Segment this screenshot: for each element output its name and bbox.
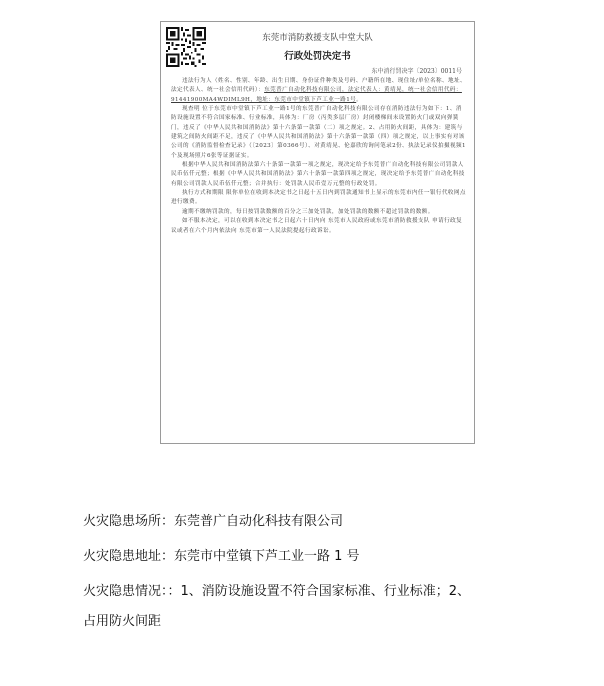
hazard-place-row [83, 514, 563, 530]
hazard-situation-value: ：1、消防设施设置不符合国家标准、行业标准；2、 [167, 584, 471, 599]
offender-details: 东莞普广自动化科技有限公司，法定代表人：黄靖晃，统一社会信用代码：91441900MA4WDIML9H，地址：东莞市中堂镇下芦工业一路1号 [171, 87, 462, 103]
hazard-address-value: 东莞市中堂镇下芦工业一路 1 号 [174, 549, 360, 564]
late-fee-paragraph: 逾期不缴纳罚款的，每日按罚款数额的百分之三加处罚款，加处罚款的数额不超过罚款的数额。 [182, 208, 434, 215]
hazard-place-value: 东莞普广自动化科技有限公司 [174, 514, 344, 529]
document-title: 行政处罚决定书 [284, 51, 351, 62]
hazard-address-row [83, 549, 563, 565]
hazard-situation-row [83, 584, 563, 600]
issuing-agency: 东莞市消防救援支队中堂大队 [262, 33, 373, 43]
execution-paragraph: 执行方式和期限 限你单位在收到本决定书之日起十五日内到罚款通知书上显示的东莞市内任一银行代收网点进行缴费。 [171, 190, 466, 206]
hazard-situation-continued: 占用防火间距 [83, 614, 162, 629]
document-number: 东中消行罚决字〔2023〕0011号 [371, 68, 462, 75]
hazard-place-label: 火灾隐患场所： [83, 514, 175, 529]
facts-paragraph: 现查明 位于东莞市中堂镇下芦工业一路1号的东莞普广自动化科技有限公司存在消防违法行为如下：1、消防设施设置不符合国家标准、行业标准，具体为：厂房（丙类多层厂房）封闭楼梯间未设置防火门或双向弹簧门，违反了《中华人民共和国消防法》第十六条第一款第（二）项之规定。2、占用防火间距，具体为：建筑与建筑之间防火间距不足，违反了《中华人民共和国消防法》第十六条第一款第（四）项之规定，以上事实有对该公司的《消防监督检查记录》（〔2023〕第0366号）、对黄靖晃、伦嘉欣的询问笔录2份、执法记录仪拍摄视频1个及现场照片6张等证据证实。 [171, 106, 466, 159]
penalty-basis-paragraph: 根据中华人民共和国消防法第六十条第一款第一项之规定，现决定给予东莞普广自动化科技有限公司罚款人民币伍仟元整；根据《中华人民共和国消防法》第六十条第一款第四项之规定，现决定给予东莞普广自动化科技有限公司罚款人民币伍仟元整；合并执行：处罚款人民币壹万元整的行政处罚。 [171, 162, 465, 187]
hazard-summary [83, 514, 563, 649]
hazard-situation-label: 火灾隐患情况： [83, 584, 168, 599]
hazard-address-label: 火灾隐患地址： [83, 549, 175, 564]
document-body [171, 77, 466, 236]
penalty-decision-document [160, 21, 475, 444]
appeal-paragraph: 如不服本决定，可以在收到本决定书之日起六十日内向 东莞市人民政府或东莞市消防救援支队 申请行政复议或者在六个月内依法向 东莞市第一人民法院提起行政诉讼。 [171, 218, 463, 234]
offender-paragraph: 违法行为人（姓名、性别、年龄、出生日期、身份证件种类及号码、户籍所在地、现住址/单位名称、地址、法定代表人、统一社会信用代码）：东莞普广自动化科技有限公司，法定代表人：黄靖晃，统一社会信用代码：91441900MA4WDIML9H，地址：东莞市中堂镇下芦工业一路1号。 [171, 78, 466, 103]
